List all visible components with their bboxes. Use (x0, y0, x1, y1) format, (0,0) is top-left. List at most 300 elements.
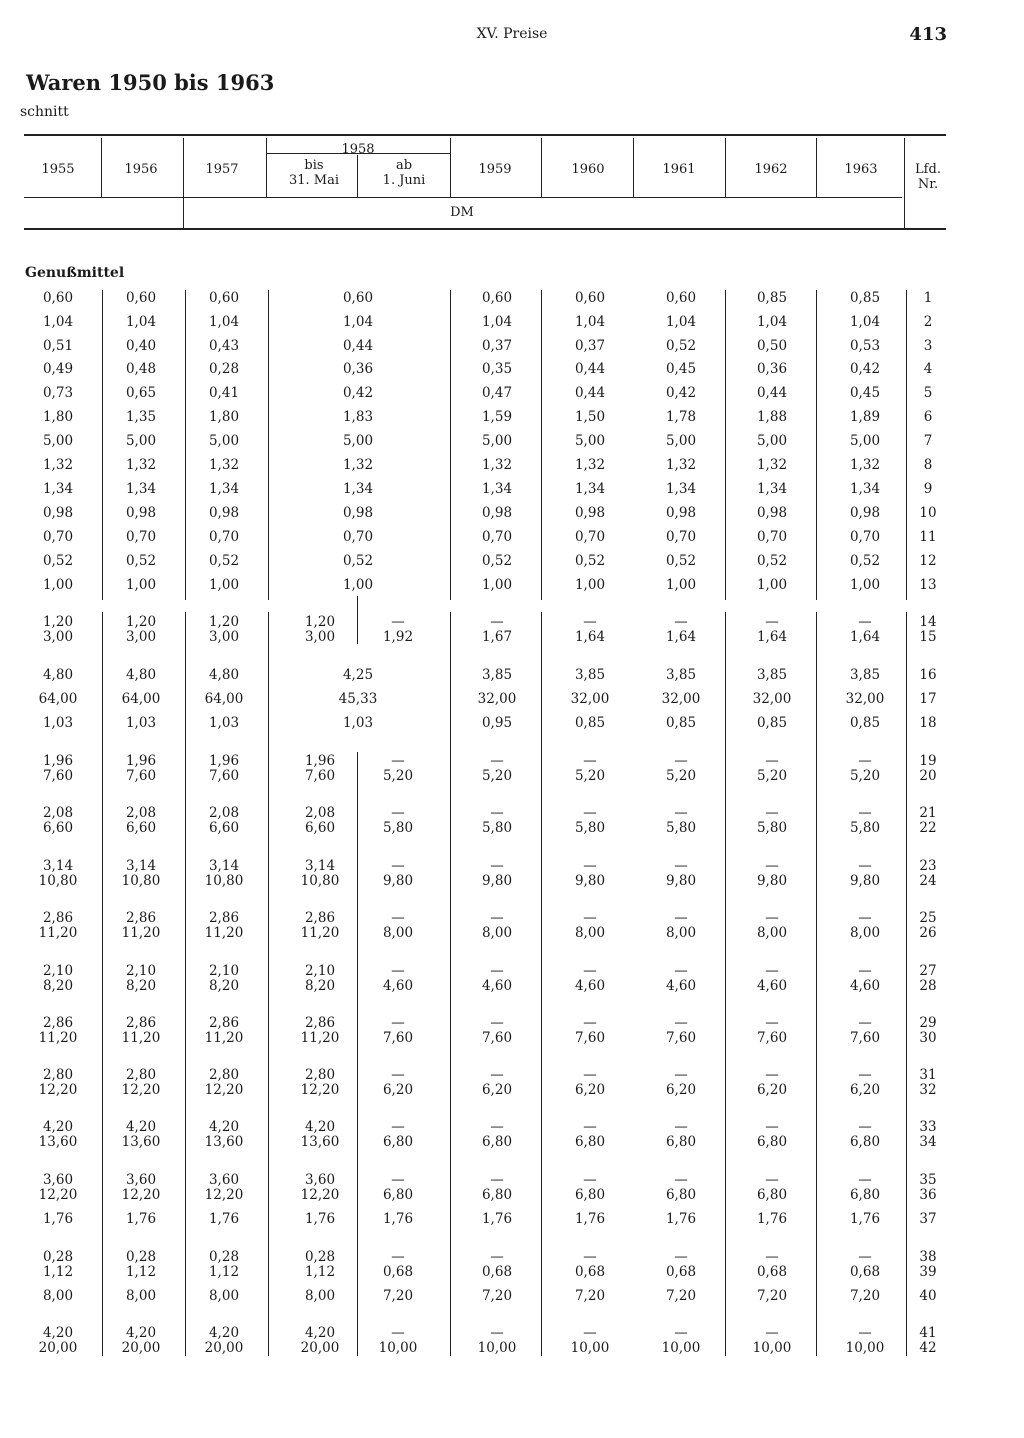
table-cell-1963: — (858, 1325, 872, 1341)
table-cell-1963: — (858, 805, 872, 821)
table-cell-1955: 0,51 (42, 338, 74, 354)
table-cell-1958ab: 6,20 (382, 1082, 414, 1098)
table-cell-1961: 5,20 (665, 768, 697, 784)
header-separator-rule (24, 197, 902, 198)
table-cell-1958bis: 7,60 (304, 768, 336, 784)
table-cell-1958ab: — (391, 1325, 405, 1341)
table-cell-1960: — (583, 1067, 597, 1083)
table-cell-1960: 1,00 (574, 577, 606, 593)
table-cell-1960: 32,00 (570, 691, 610, 707)
table-cell-1963: 6,80 (849, 1187, 881, 1203)
table-cell-1959: 1,34 (481, 481, 513, 497)
row-number: 40 (919, 1288, 937, 1304)
table-cell-1962: 1,00 (756, 577, 788, 593)
table-cell-1958bis: 8,00 (304, 1288, 336, 1304)
table-cell-1962: 6,80 (756, 1134, 788, 1150)
table-cell-1961: 0,45 (665, 361, 697, 377)
table-cell-1961: 6,80 (665, 1134, 697, 1150)
table-cell-1955: 1,80 (42, 409, 74, 425)
table-cell-1957: 1,20 (208, 614, 240, 630)
table-cell-1958bis: 3,00 (304, 629, 336, 645)
table-cell-1958ab: — (391, 753, 405, 769)
table-cell-1955: 12,20 (38, 1187, 78, 1203)
table-cell-1956: 1,04 (125, 314, 157, 330)
table-cell-1962: — (765, 1249, 779, 1265)
table-cell-1955: 0,98 (42, 505, 74, 521)
table-cell-1962: 1,88 (756, 409, 788, 425)
table-cell-1956: 0,60 (125, 290, 157, 306)
table-cell-1955: 1,34 (42, 481, 74, 497)
page-title: Waren 1950 bis 1963 (26, 70, 275, 95)
table-cell-1959: 5,20 (481, 768, 513, 784)
row-number: 21 (919, 805, 937, 821)
table-cell-1963: 1,00 (849, 577, 881, 593)
row-number: 25 (919, 910, 937, 926)
table-cell-1960: — (583, 1119, 597, 1135)
table-cell-1961: 5,80 (665, 820, 697, 836)
table-cell-1958bis: 4,20 (304, 1325, 336, 1341)
column-rule (185, 290, 186, 600)
column-rule (725, 290, 726, 600)
table-cell-1958bis: 1,20 (304, 614, 336, 630)
table-cell-1955: 0,52 (42, 553, 74, 569)
table-cell-1961: 10,00 (661, 1340, 701, 1356)
table-cell-1958ab: 10,00 (378, 1340, 418, 1356)
table-cell-1962: — (765, 753, 779, 769)
table-cell-1959: 0,47 (481, 385, 513, 401)
table-cell-1963: 32,00 (845, 691, 885, 707)
header-divider (357, 155, 358, 197)
table-cell-1963: — (858, 1172, 872, 1188)
table-cell-1962: 5,80 (756, 820, 788, 836)
table-cell-1958: 0,60 (342, 290, 374, 306)
table-cell-1960: 5,00 (574, 433, 606, 449)
table-cell-1963: — (858, 910, 872, 926)
table-cell-1955: 6,60 (42, 820, 74, 836)
table-cell-1957: 12,20 (204, 1082, 244, 1098)
table-cell-1960: 0,37 (574, 338, 606, 354)
table-cell-1957: 5,00 (208, 433, 240, 449)
table-cell-1956: 3,14 (125, 858, 157, 874)
column-rule (357, 596, 358, 644)
table-cell-1962: — (765, 1172, 779, 1188)
table-cell-1955: 12,20 (38, 1082, 78, 1098)
table-cell-1957: 1,03 (208, 715, 240, 731)
table-cell-1962: 7,60 (756, 1030, 788, 1046)
table-cell-1960: 5,20 (574, 768, 606, 784)
row-number: 8 (923, 457, 933, 473)
table-cell-1960: — (583, 1015, 597, 1031)
table-cell-1957: 8,20 (208, 978, 240, 994)
table-cell-1958: 0,44 (342, 338, 374, 354)
table-cell-1958ab: 7,20 (382, 1288, 414, 1304)
table-cell-1963: — (858, 1119, 872, 1135)
table-cell-1959: 1,67 (481, 629, 513, 645)
table-cell-1955: 1,04 (42, 314, 74, 330)
table-cell-1961: 6,80 (665, 1187, 697, 1203)
table-cell-1955: 0,60 (42, 290, 74, 306)
column-header-1961: 1961 (662, 162, 696, 177)
table-cell-1955: 4,80 (42, 667, 74, 683)
header-lfd-label: Lfd. (915, 162, 941, 177)
table-cell-1960: 3,85 (574, 667, 606, 683)
table-cell-1959: 0,52 (481, 553, 513, 569)
table-cell-1961: — (674, 963, 688, 979)
table-cell-1962: 0,68 (756, 1264, 788, 1280)
table-cell-1963: 7,60 (849, 1030, 881, 1046)
table-cell-1958bis: 20,00 (300, 1340, 340, 1356)
table-cell-1961: 6,20 (665, 1082, 697, 1098)
table-cell-1957: 3,00 (208, 629, 240, 645)
table-cell-1959: — (490, 858, 504, 874)
table-cell-1962: 0,50 (756, 338, 788, 354)
table-cell-1956: 2,86 (125, 1015, 157, 1031)
table-cell-1963: 3,85 (849, 667, 881, 683)
table-cell-1963: 1,04 (849, 314, 881, 330)
table-cell-1955: 4,20 (42, 1325, 74, 1341)
table-cell-1958bis: 12,20 (300, 1082, 340, 1098)
row-number: 5 (923, 385, 933, 401)
row-number: 23 (919, 858, 937, 874)
table-cell-1958: 0,42 (342, 385, 374, 401)
header-ab-label: ab (395, 158, 413, 173)
table-cell-1955: 1,12 (42, 1264, 74, 1280)
table-cell-1957: 1,76 (208, 1211, 240, 1227)
table-cell-1955: 64,00 (38, 691, 78, 707)
table-cell-1958ab: — (391, 614, 405, 630)
table-cell-1957: 11,20 (204, 925, 244, 941)
row-number: 14 (919, 614, 937, 630)
table-cell-1958: 5,00 (342, 433, 374, 449)
table-cell-1962: — (765, 963, 779, 979)
table-cell-1961: — (674, 1249, 688, 1265)
table-cell-1962: 1,76 (756, 1211, 788, 1227)
table-cell-1960: 1,32 (574, 457, 606, 473)
column-header-1962: 1962 (754, 162, 788, 177)
table-cell-1956: 12,20 (121, 1082, 161, 1098)
table-cell-1959: 6,80 (481, 1187, 513, 1203)
table-cell-1955: 0,70 (42, 529, 74, 545)
table-cell-1958bis: 11,20 (300, 1030, 340, 1046)
table-cell-1958: 1,00 (342, 577, 374, 593)
table-cell-1955: 3,00 (42, 629, 74, 645)
table-cell-1959: 0,35 (481, 361, 513, 377)
page-subtitle: schnitt (20, 104, 69, 120)
table-cell-1960: 0,44 (574, 385, 606, 401)
table-cell-1960: 0,60 (574, 290, 606, 306)
column-header-1963: 1963 (844, 162, 878, 177)
table-cell-1958ab: 7,60 (382, 1030, 414, 1046)
table-cell-1957: 2,80 (208, 1067, 240, 1083)
table-cell-1955: 13,60 (38, 1134, 78, 1150)
table-cell-1957: 0,41 (208, 385, 240, 401)
table-cell-1963: 0,52 (849, 553, 881, 569)
table-cell-1963: — (858, 614, 872, 630)
table-cell-1959: 1,76 (481, 1211, 513, 1227)
table-cell-1958bis: 13,60 (300, 1134, 340, 1150)
table-cell-1962: 0,44 (756, 385, 788, 401)
table-cell-1959: 1,00 (481, 577, 513, 593)
table-cell-1956: 12,20 (121, 1187, 161, 1203)
table-cell-1959: 0,98 (481, 505, 513, 521)
table-cell-1959: — (490, 614, 504, 630)
table-cell-1962: 7,20 (756, 1288, 788, 1304)
table-cell-1957: 8,00 (208, 1288, 240, 1304)
row-number: 18 (919, 715, 937, 731)
table-cell-1956: 1,76 (125, 1211, 157, 1227)
table-cell-1957: 20,00 (204, 1340, 244, 1356)
table-cell-1962: 0,36 (756, 361, 788, 377)
row-number: 28 (919, 978, 937, 994)
table-cell-1960: 1,04 (574, 314, 606, 330)
table-cell-1960: 10,00 (570, 1340, 610, 1356)
table-cell-1955: 0,73 (42, 385, 74, 401)
row-number: 9 (923, 481, 933, 497)
table-cell-1959: 9,80 (481, 873, 513, 889)
row-number: 38 (919, 1249, 937, 1265)
table-cell-1956: 3,00 (125, 629, 157, 645)
table-cell-1959: — (490, 1067, 504, 1083)
table-cell-1962: 1,64 (756, 629, 788, 645)
table-cell-1956: 3,60 (125, 1172, 157, 1188)
row-number: 22 (919, 820, 937, 836)
table-cell-1962: — (765, 614, 779, 630)
row-number: 27 (919, 963, 937, 979)
table-cell-1958bis: 2,08 (304, 805, 336, 821)
row-number: 13 (919, 577, 937, 593)
table-cell-1957: 2,86 (208, 910, 240, 926)
table-cell-1960: — (583, 753, 597, 769)
table-cell-1957: 7,60 (208, 768, 240, 784)
table-cell-1962: 1,04 (756, 314, 788, 330)
row-number: 39 (919, 1264, 937, 1280)
table-cell-1961: — (674, 910, 688, 926)
row-number: 12 (919, 553, 937, 569)
table-cell-1961: — (674, 614, 688, 630)
table-cell-1959: 10,00 (477, 1340, 517, 1356)
table-cell-1958bis: 3,14 (304, 858, 336, 874)
row-number: 1 (923, 290, 933, 306)
table-cell-1961: — (674, 1067, 688, 1083)
table-cell-1960: 4,60 (574, 978, 606, 994)
table-cell-1963: 4,60 (849, 978, 881, 994)
table-cell-1959: 1,04 (481, 314, 513, 330)
table-cell-1961: 7,20 (665, 1288, 697, 1304)
table-cell-1960: 0,52 (574, 553, 606, 569)
table-cell-1958: 0,98 (342, 505, 374, 521)
table-cell-1963: 0,98 (849, 505, 881, 521)
table-cell-1961: 7,60 (665, 1030, 697, 1046)
unit-label: DM (450, 205, 474, 220)
row-number: 19 (919, 753, 937, 769)
row-number: 32 (919, 1082, 937, 1098)
table-cell-1960: 1,34 (574, 481, 606, 497)
table-cell-1963: 0,53 (849, 338, 881, 354)
table-cell-1956: 4,80 (125, 667, 157, 683)
table-cell-1958: 1,34 (342, 481, 374, 497)
table-cell-1962: 32,00 (752, 691, 792, 707)
table-cell-1957: 0,60 (208, 290, 240, 306)
row-number: 17 (919, 691, 937, 707)
column-header-lfd-nr (915, 162, 941, 192)
table-cell-1957: 2,86 (208, 1015, 240, 1031)
table-cell-1962: — (765, 858, 779, 874)
table-cell-1955: 2,10 (42, 963, 74, 979)
table-cell-1962: 1,34 (756, 481, 788, 497)
table-cell-1960: — (583, 805, 597, 821)
table-cell-1956: 8,20 (125, 978, 157, 994)
table-cell-1960: 5,80 (574, 820, 606, 836)
header-divider (183, 138, 184, 228)
column-header-1958-bis (289, 158, 339, 188)
table-cell-1962: 10,00 (752, 1340, 792, 1356)
table-cell-1957: 1,04 (208, 314, 240, 330)
table-cell-1961: 0,85 (665, 715, 697, 731)
table-cell-1961: 8,00 (665, 925, 697, 941)
table-cell-1959: 7,20 (481, 1288, 513, 1304)
table-cell-1956: 11,20 (121, 925, 161, 941)
table-cell-1961: 0,52 (665, 338, 697, 354)
table-cell-1961: 0,68 (665, 1264, 697, 1280)
table-cell-1961: — (674, 753, 688, 769)
table-cell-1955: 0,49 (42, 361, 74, 377)
table-cell-1957: 1,12 (208, 1264, 240, 1280)
table-cell-1963: 1,32 (849, 457, 881, 473)
table-cell-1958: 45,33 (338, 691, 378, 707)
table-cell-1961: 1,34 (665, 481, 697, 497)
column-rule (450, 612, 451, 1356)
table-cell-1962: 5,00 (756, 433, 788, 449)
table-cell-1959: 5,00 (481, 433, 513, 449)
table-cell-1957: 1,80 (208, 409, 240, 425)
table-cell-1958: 1,03 (342, 715, 374, 731)
table-cell-1961: 1,00 (665, 577, 697, 593)
header-divider (725, 138, 726, 197)
table-cell-1956: 1,00 (125, 577, 157, 593)
table-cell-1956: 7,60 (125, 768, 157, 784)
table-cell-1962: — (765, 1015, 779, 1031)
table-cell-1963: 5,00 (849, 433, 881, 449)
column-rule (816, 290, 817, 600)
table-cell-1958: 0,52 (342, 553, 374, 569)
table-cell-1958ab: — (391, 858, 405, 874)
table-cell-1959: 32,00 (477, 691, 517, 707)
table-cell-1958ab: 0,68 (382, 1264, 414, 1280)
table-cell-1959: 0,60 (481, 290, 513, 306)
table-cell-1958bis: 11,20 (300, 925, 340, 941)
table-cell-1959: 7,60 (481, 1030, 513, 1046)
table-cell-1961: 32,00 (661, 691, 701, 707)
table-cell-1956: 1,20 (125, 614, 157, 630)
row-number: 20 (919, 768, 937, 784)
table-cell-1956: 4,20 (125, 1119, 157, 1135)
column-header-1955: 1955 (41, 162, 75, 177)
table-cell-1955: 2,86 (42, 1015, 74, 1031)
table-cell-1963: 1,76 (849, 1211, 881, 1227)
table-cell-1955: 11,20 (38, 925, 78, 941)
table-cell-1958ab: — (391, 1119, 405, 1135)
table-cell-1958ab: 5,80 (382, 820, 414, 836)
header-bottom-rule (24, 228, 946, 230)
table-cell-1958ab: 4,60 (382, 978, 414, 994)
column-rule (541, 612, 542, 1356)
table-cell-1958bis: 12,20 (300, 1187, 340, 1203)
row-number: 11 (919, 529, 937, 545)
table-cell-1956: 5,00 (125, 433, 157, 449)
table-cell-1956: 0,70 (125, 529, 157, 545)
table-cell-1962: 1,32 (756, 457, 788, 473)
table-cell-1962: 0,85 (756, 290, 788, 306)
table-cell-1955: 2,86 (42, 910, 74, 926)
column-rule (357, 752, 358, 1356)
table-cell-1961: 0,60 (665, 290, 697, 306)
table-cell-1961: — (674, 1015, 688, 1031)
table-cell-1960: 1,50 (574, 409, 606, 425)
table-cell-1956: 2,08 (125, 805, 157, 821)
table-cell-1957: 4,80 (208, 667, 240, 683)
table-cell-1957: 0,98 (208, 505, 240, 521)
table-cell-1957: 3,14 (208, 858, 240, 874)
table-cell-1958ab: 6,80 (382, 1134, 414, 1150)
table-cell-1955: 5,00 (42, 433, 74, 449)
table-cell-1963: 6,80 (849, 1134, 881, 1150)
table-cell-1955: 4,20 (42, 1119, 74, 1135)
header-bis-label: bis (304, 158, 324, 173)
column-rule (906, 290, 907, 600)
table-cell-1956: 4,20 (125, 1325, 157, 1341)
table-cell-1963: — (858, 963, 872, 979)
table-cell-1955: 20,00 (38, 1340, 78, 1356)
row-number: 16 (919, 667, 937, 683)
table-cell-1958bis: 2,86 (304, 910, 336, 926)
column-rule (541, 290, 542, 600)
table-cell-1958bis: 10,80 (300, 873, 340, 889)
row-number: 34 (919, 1134, 937, 1150)
table-cell-1959: 0,37 (481, 338, 513, 354)
running-head: XV. Preise (476, 26, 548, 42)
row-number: 29 (919, 1015, 937, 1031)
table-cell-1958: 1,32 (342, 457, 374, 473)
table-cell-1956: 13,60 (121, 1134, 161, 1150)
table-cell-1959: 3,85 (481, 667, 513, 683)
table-cell-1961: 3,85 (665, 667, 697, 683)
row-number: 6 (923, 409, 933, 425)
page-number: 413 (909, 24, 947, 45)
header-divider (541, 138, 542, 197)
table-cell-1962: — (765, 910, 779, 926)
table-cell-1963: 5,80 (849, 820, 881, 836)
table-cell-1957: 12,20 (204, 1187, 244, 1203)
table-cell-1959: 6,20 (481, 1082, 513, 1098)
table-cell-1958bis: 1,12 (304, 1264, 336, 1280)
table-cell-1962: 6,20 (756, 1082, 788, 1098)
table-cell-1957: 64,00 (204, 691, 244, 707)
table-cell-1959: 0,70 (481, 529, 513, 545)
table-cell-1955: 1,32 (42, 457, 74, 473)
table-cell-1959: — (490, 753, 504, 769)
table-cell-1960: 1,76 (574, 1211, 606, 1227)
table-cell-1959: — (490, 1325, 504, 1341)
row-number: 3 (923, 338, 933, 354)
table-cell-1961: — (674, 858, 688, 874)
table-cell-1959: 8,00 (481, 925, 513, 941)
table-cell-1960: 0,85 (574, 715, 606, 731)
table-cell-1958bis: 2,86 (304, 1015, 336, 1031)
table-cell-1957: 1,96 (208, 753, 240, 769)
section-label: Genußmittel (25, 265, 125, 281)
table-cell-1962: — (765, 1119, 779, 1135)
table-cell-1963: 0,45 (849, 385, 881, 401)
